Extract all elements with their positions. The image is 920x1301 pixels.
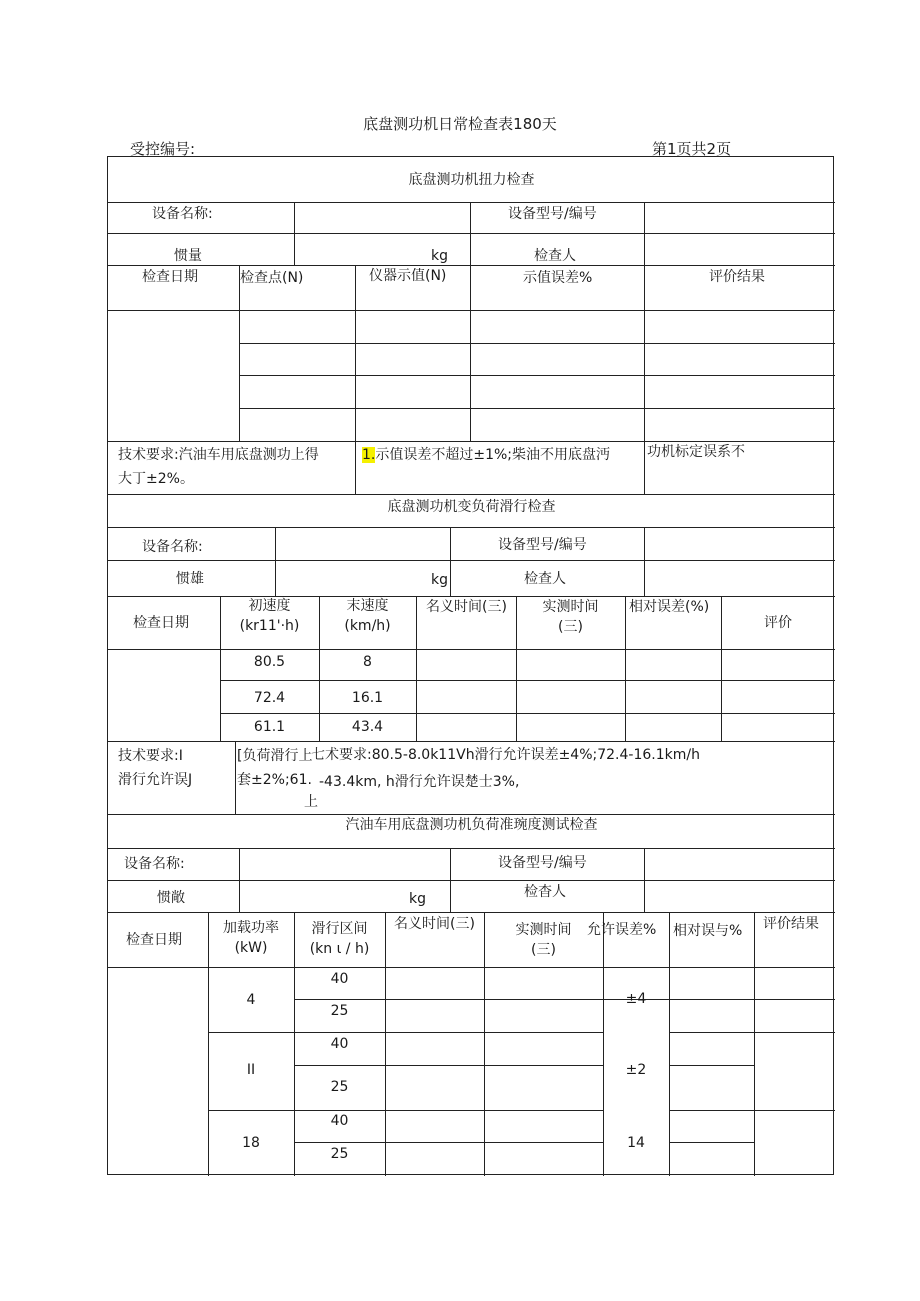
load-header-allowed-error: 允许误差% (587, 922, 657, 938)
coast-requirement-e: 上 (304, 794, 318, 810)
torque-requirement-b: 1.示值误差不超过±1%;柴油不用底盘沔 (362, 447, 611, 463)
load-header-date: 检查日期 (126, 932, 182, 948)
load-inertia-label: 惯敞 (157, 890, 185, 906)
coast-device-model-label: 设备型号/编号 (498, 537, 587, 553)
load-group-2-power: II (246, 1062, 256, 1078)
load-group-3-speed-a: 40 (330, 1113, 349, 1129)
coast-row-1-final: 8 (363, 654, 372, 670)
rule (275, 527, 276, 596)
load-header-interval-unit: (kn ι / h) (309, 941, 370, 957)
torque-header-point: 检查点(N) (240, 270, 304, 286)
load-header-relative-error: 相对误与% (673, 923, 743, 939)
rule (108, 233, 835, 234)
rule (239, 265, 240, 441)
rule (294, 202, 295, 265)
load-group-2-allowed: ±2 (625, 1062, 647, 1078)
rule (108, 202, 835, 203)
torque-header-error: 示值误差% (523, 270, 593, 286)
rule (355, 265, 356, 441)
rule (108, 967, 835, 968)
rule (108, 912, 835, 913)
rule (669, 1032, 835, 1033)
load-header-measured-time-unit: (三) (531, 942, 556, 958)
torque-requirement-a: 技术要求:汽油车用底盘测功上得 (118, 447, 319, 463)
coast-header-initial-speed-unit: (kr11'·h) (239, 618, 300, 634)
rule (644, 441, 645, 494)
rule (239, 375, 835, 376)
torque-requirement-c: 功机标定误系不 (647, 444, 745, 460)
load-group-3-power: 18 (242, 1135, 260, 1151)
load-group-2-speed-a: 40 (330, 1036, 349, 1052)
load-header-power-unit: (kW) (234, 940, 268, 956)
load-group-1-allowed: ±4 (625, 991, 647, 1007)
coast-inspector-label: 检查人 (524, 571, 566, 587)
rule (754, 912, 755, 1176)
coast-header-evaluation: 评价 (764, 615, 792, 631)
coast-inertia-label: 惯雄 (176, 571, 204, 587)
rule (108, 265, 835, 266)
rule (235, 741, 236, 814)
rule (644, 202, 645, 265)
load-header-nominal-time: 名义时间(三) (394, 916, 475, 932)
rule (108, 649, 835, 650)
rule (644, 527, 645, 596)
load-section-title: 汽油车用底盘测功机负荷准琬度测试检查 (345, 817, 598, 833)
rule (669, 1110, 835, 1111)
rule (220, 713, 835, 714)
rule (108, 596, 835, 597)
coast-header-nominal-time: 名义时间(三) (426, 599, 507, 615)
rule (450, 848, 451, 912)
load-header-interval: 滑行区间 (311, 921, 368, 937)
coast-requirement-a: 技术要求:I (118, 748, 183, 764)
rule (108, 814, 835, 815)
rule (644, 848, 645, 912)
load-header-result: 评价结果 (763, 916, 819, 932)
rule (208, 1110, 603, 1111)
torque-inertia-label: 惯量 (174, 248, 202, 264)
torque-unit-kg: kg (431, 248, 448, 264)
rule (294, 1065, 603, 1066)
coast-header-final-speed: 末速度 (346, 598, 389, 614)
coast-header-measured-time-unit: (三) (558, 619, 583, 635)
torque-header-result: 评价结果 (709, 269, 765, 285)
highlight-mark: 1. (362, 447, 376, 463)
torque-header-date: 检查日期 (142, 269, 198, 285)
rule (108, 848, 835, 849)
rule (355, 441, 356, 494)
rule (385, 912, 386, 1176)
rule (239, 408, 835, 409)
rule (108, 741, 835, 742)
rule (450, 527, 451, 596)
load-group-3-allowed: 14 (627, 1135, 645, 1151)
coast-header-measured-time: 实测时间 (542, 599, 599, 615)
page-title: 底盘测功机日常检查表180天 (363, 115, 557, 133)
rule (294, 1142, 603, 1143)
rule (644, 265, 645, 441)
coast-row-3-final: 43.4 (351, 719, 384, 735)
rule (721, 596, 722, 741)
rule (108, 527, 835, 528)
coast-row-2-initial: 72.4 (253, 690, 286, 706)
coast-requirement-g: -43.4km, h滑行允许误楚士3%, (319, 774, 520, 790)
rule (108, 310, 835, 311)
coast-device-name-label: 设备名称: (142, 539, 203, 555)
load-header-measured-time: 实测时间 (515, 922, 572, 938)
rule (220, 680, 835, 681)
rule (108, 560, 835, 561)
load-group-1-speed-b: 25 (330, 1003, 349, 1019)
rule (239, 848, 240, 912)
rule (669, 912, 670, 1176)
coast-header-final-speed-unit: (km/h) (344, 618, 391, 634)
coast-header-initial-speed: 初速度 (248, 598, 291, 614)
rule (416, 596, 417, 741)
control-number-label: 受控编号: (130, 140, 196, 158)
load-header-power: 加载功率 (223, 920, 279, 936)
torque-device-name-label: 设备名称: (152, 206, 213, 222)
rule (669, 1142, 754, 1143)
rule (470, 202, 471, 265)
rule (239, 343, 835, 344)
load-group-3-speed-b: 25 (330, 1146, 349, 1162)
load-group-1-power: 4 (246, 992, 256, 1008)
coast-header-date: 检查日期 (133, 615, 189, 631)
torque-section-title: 底盘测功机扭力检查 (408, 172, 535, 188)
coast-row-2-final: 16.1 (351, 690, 384, 706)
load-group-1-speed-a: 40 (330, 971, 349, 987)
torque-requirement-d: 大丁±2%。 (118, 471, 194, 487)
load-inspector-label: 检杳人 (524, 884, 566, 900)
load-device-model-label: 设备型号/编号 (498, 855, 587, 871)
torque-header-reading: 仪器示值(N) (369, 268, 447, 284)
load-group-2-speed-b: 25 (330, 1079, 349, 1095)
rule (669, 1065, 754, 1066)
load-unit-kg: kg (409, 891, 426, 907)
rule (108, 441, 835, 442)
rule (625, 596, 626, 741)
page-number: 第1页共2页 (652, 140, 732, 158)
coast-row-3-initial: 61.1 (253, 719, 286, 735)
coast-header-relative-error: 相对误差(%) (629, 599, 710, 615)
coast-requirement-d: 套±2%;61. (237, 772, 312, 788)
coast-row-1-initial: 80.5 (253, 654, 286, 670)
rule (208, 1032, 603, 1033)
coast-unit-kg: kg (431, 572, 448, 588)
coast-requirement-f: 七术要求:80.5-8.0k11Vh滑行允许误差±4%;72.4-16.1km/h (311, 747, 700, 763)
rule (108, 494, 835, 495)
rule (470, 265, 471, 441)
coast-requirement-b: 滑行允许误J (118, 772, 193, 788)
torque-inspector-label: 检查人 (534, 248, 576, 264)
coast-section-title: 底盘测功机变负荷滑行检查 (387, 499, 556, 515)
inspection-sheet (107, 156, 834, 1175)
load-device-name-label: 设备名称: (124, 856, 185, 872)
torque-device-model-label: 设备型号/编号 (508, 206, 597, 222)
rule (108, 880, 835, 881)
coast-requirement-c: [负荷滑行上 (237, 748, 313, 764)
